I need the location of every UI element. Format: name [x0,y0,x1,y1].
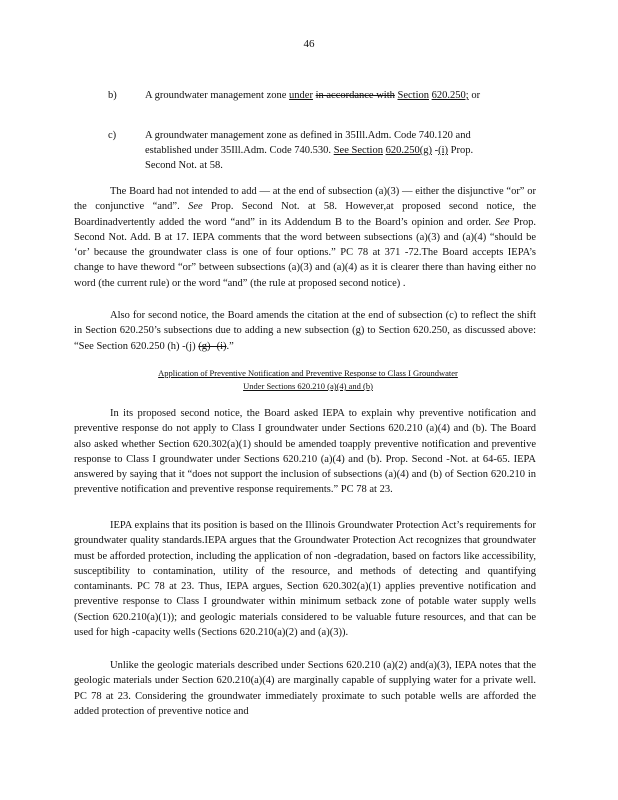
item-text: A groundwater management zone under in accordance with Section 620.250; or [145,90,481,101]
section-heading: Application of Preventive Notification and Preventive Response to Class I Groundwater Under Sections 620.210 (a)(4) and (b) [158,368,458,391]
paragraph-5: Unlike the geologic materials described under Sections 620.210 (a)(2) and(a)(3), IEPA notes that the geologic materials under Section 620.210(a)(4) are marginally capable of supplying water for a private well. PC 78 at 23. Considering the groundwater immediately proximate to such potable wells are afforded the added protection of preventive notice and [74,660,536,717]
item-label: b) [108,90,117,101]
paragraph-4: IEPA explains that its position is based on the Illinois Groundwater Protection Act’s requirements for groundwater quality standards.IEPA argues that the Groundwater Protection Act recognizes that groundwater must be afforded protection, including the application of non -degradation, based on factors like accessibility, susceptibility to contamination, utility of the resource, and methods of detecting and quantifying contaminants. PC 78 at 23. Thus, IEPA argues, Section 620.302(a)(1) applies preventive notification and preventive response to Class I groundwater within minimum setback zone of potable water supply wells (Section 620.210(a)(1)); and geologic materials considered to be valuable future resources, and that can be used for high -capacity wells (Sections 620.210(a)(2) and (a)(3)). [74,520,536,639]
paragraph-3: In its proposed second notice, the Board asked IEPA to explain why preventive notification and preventive response do not apply to Class I groundwater under Sections 620.210 (a)(4) and (b). The Board also asked whether Section 620.302(a)(1) should be amended toapply preventive notification and preventive response to Class I groundwater under Sections 620.210 (a)(4) and (b). Prop. Second -Not. at 64-65. IEPA answered by saying that it “does not support the inclusion of subsections (a)(4) and (b) of Section 620.210 in preventive notification and preventive response requirements.” PC 78 at 23. [74,408,536,496]
paragraph-1: The Board had not intended to add — at the end of subsection (a)(3) — either the disjunctive “or” or the conjunctive “and”. See Prop. Second Not. at 58. However,at proposed second notice, the Boardinadvertently added the word “and” in its Addendum B to the Board’s opinion and order. See Prop. Second Not. Add. B at 17. IEPA comments that the word between subsections (a)(3) and (a)(4) “should be ‘or’ because the groundwater class is one of four options.” PC 78 at 371 -72.The Board accepts IEPA’s change to have theword “or” between subsections (a)(3) and (a)(4) as it is clearer there than having either no word (the current rule) or the word “and” (the rule at proposed second notice) . [74,186,537,289]
page-number: 46 [303,38,315,50]
item-label: c) [108,130,117,141]
item-text: A groundwater management zone as defined in 35Ill.Adm. Code 740.120 and established under 35Ill.Adm. Code 740.530. See Section 620.250(g) -(i) Prop. Second Not. at 58. [145,130,474,171]
paragraph-2: Also for second notice, the Board amends the citation at the end of subsection (c) to reflect the shift in Section 620.250’s subsections due to adding a new subsection (g) to Section 620.250, as discussed above: “See Section 620.250 (h) -(j) (g) -(i).” [74,310,536,352]
